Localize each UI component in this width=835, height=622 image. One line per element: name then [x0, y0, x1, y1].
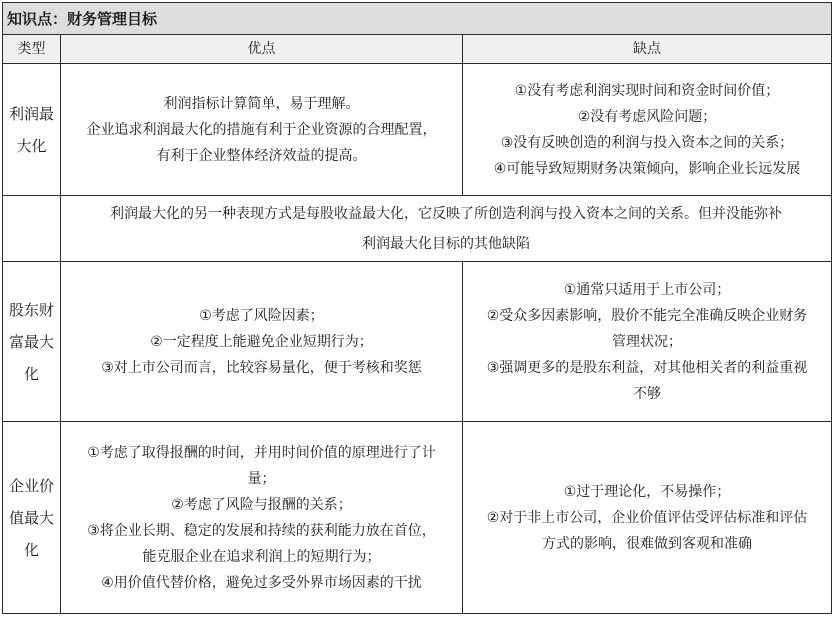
cons-line: ①没有考虑利润实现时间和资金时间价值； — [514, 82, 780, 99]
cons-cell — [463, 422, 832, 614]
pros-line: 利润指标计算简单，易于理解。 — [163, 95, 360, 112]
pros-cell — [61, 422, 463, 614]
type-label-line: 企业价 — [8, 476, 54, 495]
type-cell-continued — [3, 196, 61, 262]
pros-line: 有利于企业整体经济效益的提高。 — [156, 147, 367, 164]
type-label-line: 股东财 — [8, 300, 54, 319]
type-label-line: 化 — [23, 540, 39, 559]
header-row — [3, 35, 832, 64]
cons-line: ③强调更多的是股东利益，对其他相关者的利益重视 — [486, 359, 808, 376]
type-label-line: 利润最 — [8, 104, 54, 123]
note-row — [3, 196, 832, 262]
financial-goals-sheet — [2, 2, 831, 619]
cons-cell — [463, 262, 832, 422]
cons-line: ①通常只适用于上市公司； — [563, 281, 731, 298]
table-row — [3, 422, 832, 614]
cons-line: 不够 — [633, 385, 662, 402]
title-row — [3, 3, 832, 35]
pros-line: ④用价值代替价格，避免过多受外界市场因素的干扰 — [101, 574, 422, 591]
pros-line: ③将企业长期、稳定的发展和持续的获利能力放在首位， — [87, 522, 436, 539]
pros-line: ②一定程度上能避免企业短期行为； — [150, 333, 373, 350]
pros-line: ③对上市公司而言，比较容易量化，便于考核和奖惩 — [101, 359, 422, 376]
table-row — [3, 64, 832, 196]
type-label-line: 大化 — [16, 136, 47, 155]
cons-line: 管理状况； — [612, 333, 683, 350]
header-pros: 优点 — [61, 35, 463, 64]
type-label-line: 化 — [23, 364, 39, 383]
type-cell — [3, 422, 61, 614]
type-cell — [3, 64, 61, 196]
note-cell — [61, 196, 832, 262]
header-type: 类型 — [3, 35, 61, 64]
cons-line: ①过于理论化，不易操作； — [563, 483, 731, 500]
note-line: 利润最大化目标的其他缺陷 — [362, 235, 531, 252]
pros-line: 能克服企业在追求利润上的短期行为； — [142, 548, 381, 565]
table-row — [3, 262, 832, 422]
pros-line: 企业追求利润最大化的措施有利于企业资源的合理配置， — [86, 121, 437, 138]
cons-line: ②受众多因素影响，股价不能完全准确反映企业财务 — [486, 307, 808, 324]
type-label-line: 富最大 — [8, 332, 54, 351]
pros-cell — [61, 64, 463, 196]
pros-line: 量； — [247, 470, 276, 487]
cons-cell — [463, 64, 832, 196]
cons-line: 方式的影响，很难做到客观和准确 — [542, 535, 753, 552]
table-title: 知识点：财务管理目标 — [3, 3, 832, 35]
pros-line: ①考虑了取得报酬的时间，并用时间价值的原理进行了计 — [87, 444, 436, 461]
cons-line: ③没有反映创造的利润与投入资本之间的关系； — [500, 134, 794, 151]
cons-line: ②对于非上市公司，企业价值评估受评估标准和评估 — [486, 509, 808, 526]
header-cons: 缺点 — [463, 35, 832, 64]
pros-line: ①考虑了风险因素； — [199, 307, 324, 324]
financial-goals-table — [2, 2, 832, 614]
cons-line: ②没有考虑风险问题； — [577, 108, 717, 125]
pros-cell — [61, 262, 463, 422]
cons-line: ④可能导致短期财务决策倾向，影响企业长远发展 — [493, 160, 801, 177]
pros-line: ②考虑了风险与报酬的关系； — [171, 496, 352, 513]
type-cell — [3, 262, 61, 422]
type-label-line: 值最大 — [8, 508, 54, 527]
note-line: 利润最大化的另一种表现方式是每股收益最大化，它反映了所创造利润与投入资本之间的关系。但并没能弥补 — [110, 205, 783, 222]
